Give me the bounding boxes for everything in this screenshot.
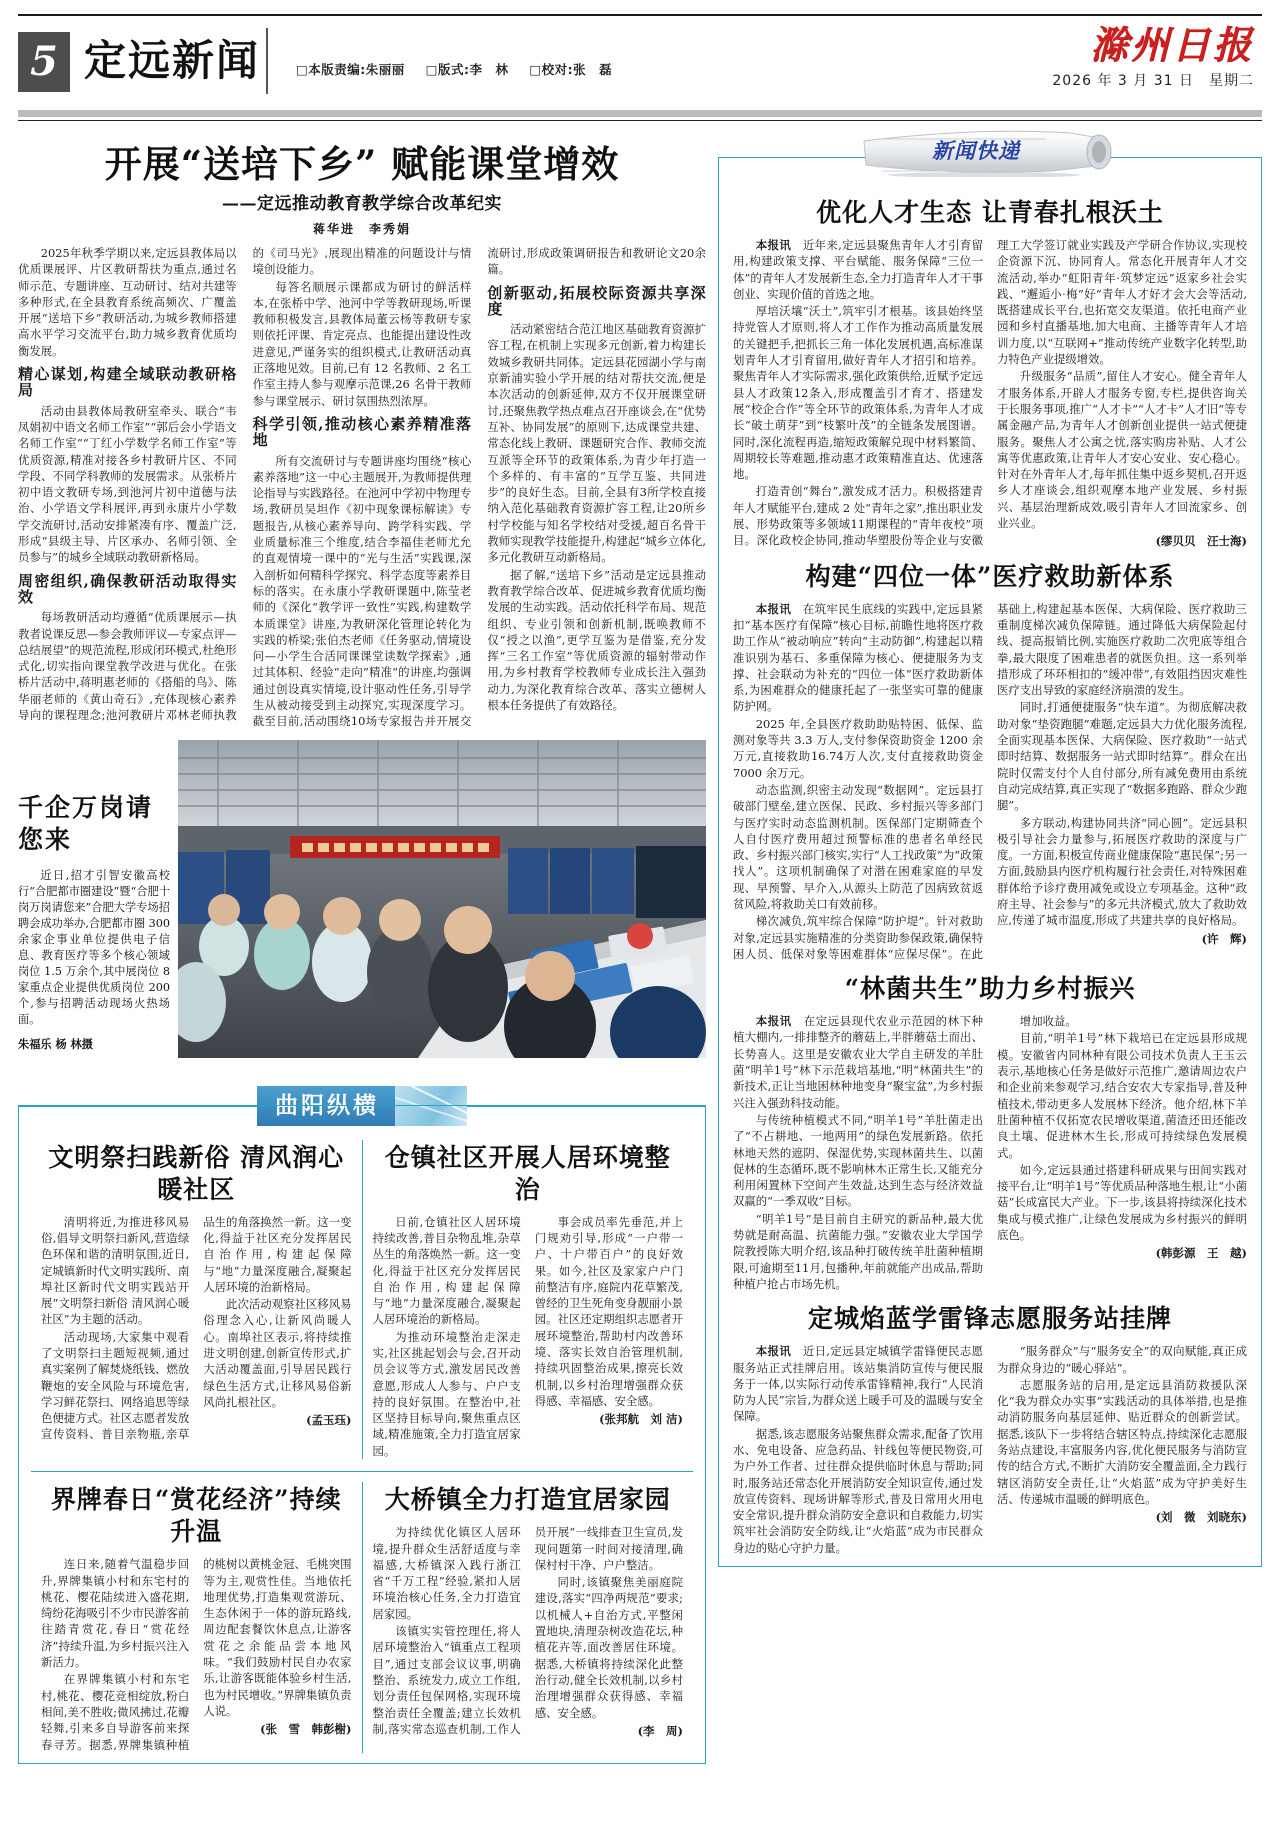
masthead-divider <box>266 28 268 94</box>
lead-para: 每场教研活动均遵循“优质课展示—执教者说课反思—参会教师评议—专家点评—总结展望”的规范流程,形成闭环模式,杜绝形式化,切实指向课堂教学改进与优化。在张桥片活动中,蒋明惠老师的《搭船的鸟》、陈华丽老师的《黄山奇石》,充体现核心素养导向的课程理念;池河教研片邓林老师执教的《司马光》,展现出精准的问题设计与情境创设能力。 <box>18 246 472 723</box>
lead-subheadline: ——定远推动教育教学综合改革纪实 <box>222 194 502 214</box>
lead-para: 每答名顺展示课都成为研讨的鲜活样本,在张桥中学、池河中学等教研现场,听课教师积极发言,县教体局董云杨等教研专家则依托评课、肯定亮点、也能提出建设性改进意见,严谨务实的组织模式,让教研活动真正落地见效。目前,已有 12 名教师、2 名工作室主持人参与观摩示范课,26 名骨干教师参与课堂展示、研讨氛围热烈浓厚。 <box>252 279 472 408</box>
sidebar-para: 增加收益。 <box>1019 1014 1077 1029</box>
left-column-zone <box>18 129 706 1764</box>
sidebar-para: 据悉,该志愿服务站聚焦群众需求,配备了饮用水、免电设备、应急药品、针线包等便民物资,可为户外工作者、过往群众提供临时休息与帮助;同时,服务站还常态化开展消防安全知识宣传,通过发放宣传资料、现场讲解等形式,普及日常用火用电安全常识,提升群众消防安全意识和自救能力,切实筑牢社会消防安全防线,让“火焰蓝”成为市民群众身边的贴心守护力量。 <box>733 1426 983 1555</box>
lead-tag: 本报讯 <box>755 238 792 252</box>
lead-article-body <box>18 245 706 730</box>
quyang-article <box>362 1140 694 1459</box>
photo-credit: 朱福乐 杨 林摄 <box>18 1037 93 1051</box>
sidebar-para: “明羊1号”是目前自主研究的新品种,最大优势就是耐高温、抗菌能力强。”安徽农业大学国学院教授陈大明介绍,该品种打破传统羊肚菌种植期限,可逾期至11月,包播种,年前就能产出成品,帮助种植户抢占市场先机。 <box>733 1211 983 1291</box>
quyang-row-bottom <box>31 1482 693 1753</box>
photo-feature <box>18 740 706 1070</box>
lead-subsection-title: 创新驱动,拓展校际资源共享深度 <box>487 283 706 318</box>
publish-date: 2026 年 3 月 31 日 星期二 <box>1052 73 1254 89</box>
sidebar-article-title: 定城焰蓝学雷锋志愿服务站挂牌 <box>807 1304 1172 1334</box>
lead-headline: 开展“送培下乡” 赋能课堂增效 <box>104 142 620 186</box>
quyang-article <box>362 1482 694 1753</box>
sidebar-para: 目前,“明羊1号”林下栽培已在定远县形成规模。安徽省内同林种有限公司技术负责人王玉云表示,基地核心任务是做好示范推广,邀请周边农户和企业前来参观学习,结合安农大专家指导,普及种植技术,带动更多人发展林下经济。他介绍,林下羊肚菌种植不仅拓宽农民增收渠道,菌渣还田还能改良土壤、促进林木生长,形成可持续绿色发展模式。 <box>997 1031 1247 1160</box>
sidebar-para: “服务群众”与“服务安全”的双向赋能,真正成为群众身边的“暖心驿站”。 <box>997 1344 1247 1375</box>
quyang-article-sig: (李 周) <box>637 1723 683 1738</box>
sidebar-article-body <box>733 1343 1247 1556</box>
photo-feature-title: 千企万岗请您来 <box>18 792 154 854</box>
newspaper-page <box>0 14 1280 1844</box>
sidebar-article-body <box>733 601 1247 963</box>
masthead <box>18 14 1262 108</box>
paper-title: 滁州日报 <box>1089 22 1254 67</box>
news-express-zone <box>718 129 1262 1567</box>
quyang-para: 连日来,随着气温稳步回升,界牌集镇小村和东宅村的桃花、樱花陆续进入盛花期,绮纷花海吸引不少市民游客前往踏青赏花,春日“赏花经济”持续升温,为乡村振兴注入新活力。 <box>41 1557 190 1670</box>
quyang-article-body <box>41 1214 352 1443</box>
credit-proof: □校对:张 磊 <box>529 62 613 77</box>
paper-nameplate <box>1052 22 1254 90</box>
quyang-para: 此次活动观察社区移风易俗理念入心,让新风尚暖人心。南埠社区表示,将持续推进文明创建,创新宣传形式,扩大活动覆盖面,引导居民践行绿色生活方式,让移风易俗新风尚扎根社区。 <box>203 1297 352 1409</box>
lead-tag: 本报讯 <box>755 1344 792 1359</box>
sidebar-article-sig: (缪贝贝 汪士海) <box>1155 534 1247 549</box>
sidebar-para-text: 在定远县现代农业示范园的林下种植大棚内,一排排整齐的蘑菇上,半胖蘑菇土而出、长势喜人。这里是安徽农业大学自主研发的羊肚菌“明羊1号”林下示范栽培基地,“明“林菌共生”的新技术,正让当地困林种地变身“聚宝盆”,为乡村振兴注入强劲科技动能。 <box>733 1014 983 1110</box>
rolled-newspaper-icon <box>856 125 1124 177</box>
quyang-article-title: 文明祭扫践新俗 清风润心暖社区 <box>48 1142 345 1204</box>
page-number: 5 <box>18 32 70 92</box>
credit-layout: □版式:李 林 <box>425 62 509 77</box>
lead-tag: 本报讯 <box>755 1014 792 1029</box>
masthead-gray-band <box>18 110 1262 117</box>
sidebar-article-sig: (刘 微 刘晓东) <box>1155 1510 1247 1525</box>
lead-para: 所有交流研讨与专题讲座均围绕“核心素养落地”这一中心主题展开,为教师提供理论指导与实践路径。在池河中学初中物理专场,教研员吴坦作《初中现象课标解读》专题报告,从核心素养导向、跨学科实践、学业质量标准三个维度,结合李福佳老师尤允的直观情境一课中的“光与生活”实践课,深入剖析如何精科学探究、科学态度等素养目标的落实。在永康小学教研课题中,陈莹老师的《深化“教学评一致性”实践,构建数学本质课堂》讲座,为教研深化管理论转化为实践的桥梁;张伯杰老师《任务驱动,情境设问—小学生合活同课课堂读数学探索》,通过其体积、经验“走向”精准“的讲座,均强调通过创设真实情境,设计驱动性任务,引导学生从被动接受到主动探究,实现深度学习。截至目前,活动围绕10场专家报告并开展交流研讨,形成政策调研报告和教研论文20余篇。 <box>252 246 706 729</box>
quyang-article-body <box>373 1524 684 1739</box>
masthead-credits <box>296 60 628 78</box>
lead-subsection-title: 科学引领,推动核心素养精准落地 <box>252 414 472 450</box>
quyang-article-title: 界牌春日“赏花经济”持续升温 <box>50 1485 342 1547</box>
sidebar-article-title: 优化人才生态 让青春扎根沃土 <box>816 198 1164 227</box>
lead-para: 据了解,“送培下乡”活动是定远县推动教育教学综合改革、促进城乡教育优质均衡发展的生动实践。活动依托科学布局、规范组织、专业引领和创新机制,既唤教师不仅“授之以渔”,更学互鉴为是借鉴,充分发挥“三名工作室”等优质资源的辐射带动作用,为乡村教育学校教师专业成长注入强劲动力,为深化教育综合改革、落实立德树人根本任务提供了有效路径。 <box>487 567 706 713</box>
sidebar-para: 升级服务“品质”,留住人才安心。健全青年人才服务体系,开辟人才服务专窗,专栏,提供咨询关于长服务事项,推广“人才卡”“人才卡”人才旧“等专属金融产品,为青年人才创新创业提供一站式便捷服务。聚焦人才公寓之忧,落实购房补贴、人才公寓等优惠政策,让青年人才安心安业、安心稳心。针对在外青年人才,每年抓住集中返乡契机,召开返乡人才座谈会,组织观摩本地产业发展、乡村振兴、基层治理新成效,吸引青年人才回流家乡、创业兴业。 <box>997 369 1247 531</box>
quyang-para: 为推动环境整治走深走实,社区挑起划会与会,召开动员会议等方式,激发居民改善意愿,形成人人参与、户户支持的良好氛围。在整治中,社区坚持目标导向,聚焦重点区域,精准施策,全力打造宜居家园。 <box>372 1329 521 1458</box>
quyang-para: 事会成员率先垂范,并上门规劝引导,形成“一户带一户、十户带百户”的良好效果。如今,社区及家家户户门前整洁有序,庭院内花草繁茂,曾经的卫生死角变身靓丽小景园。社区还定期组织志愿者开展环境整治,帮助村内改善环境、落实长效自治管理机制,持续巩固整治成果,擦亮长效机制,以乡村治理增强群众获得感、幸福感、安全感。 <box>534 1214 683 1408</box>
quyang-article-sig: (孟玉珏) <box>306 1413 352 1428</box>
lead-para: 活动紧密结合范江地区基础教育资源扩容工程,在机制上实现多元创新,着力构建长效城乡教研共同体。定远县花园湖小学与南京新浦实验小学开展的结对帮扶交流,便是本次活动的创新延伸,双方不仅开展课堂研讨,还聚焦教学热点难点召开座谈会,在“优势互补、协同发展”的原则下,达成课堂共建、常态化线上教研、课题研究合作、教师交流互派等全环节的政策体系,为青少年打造一个多样的、有丰富的“互学互鉴、共同进步”的良好生态。目前,全县有3所学校直接纳入范化基础教育资源扩容工程,让20所乡村学校能与知名学校结对受援,超百名骨干教师实现教学技能提升,构建起“城乡立体化,多元化教研互动新格局。 <box>487 322 706 565</box>
news-express-box <box>718 157 1262 1567</box>
sidebar-para <box>733 1013 983 1111</box>
lead-para: 2025年秋季学期以来,定远县教体局以优质课展评、片区教研帮扶为重点,通过名师示范、专题讲座、互动研讨、结对共建等多种形式,在全县教育系统高频次、广覆盖开展“送培下乡”教研活动,为城乡教师搭建高水平学习交流平台,助力城乡教育优质均衡发展。 <box>18 246 237 358</box>
sidebar-para: 如今,定远县通过搭建科研成果与田间实践对接平台,让“明羊1号”等优质品种落地生根,让“小菌菇”长成富民大产业。下一步,该县将持续深化技术集成与模式推广,让绿色发展成为乡村振兴的鲜明底色。 <box>997 1162 1247 1243</box>
quyang-article-sig: (张 雪 韩彭榭) <box>260 1722 352 1737</box>
sidebar-para <box>733 601 983 715</box>
sidebar-para: 厚培沃壤“沃土”,筑牢引才根基。该县始终坚持党管人才原则,将人才工作作为推动高质量发展的关键把手,把抓长三角一体化发展机遇,高标准谋划青年人才引育留用,做好青年人才招引和培养。聚焦青年人才实际需求,强化政策供给,近赋予定远县人才政策12条入,形成覆盖引才育才、搭建发展“校企合作”等全环节的政策体系,为青年人才成长“破土萌芽”到“枝繁叶茂”的全链条发展图谱。同时,深化流程再造,缩短政策解兑现中材料繁简、周期较长等难题,推动惠才政策精准直达、优速落地。 <box>733 304 983 482</box>
sidebar-article-sig: (韩彭源 王 越) <box>1155 1246 1247 1261</box>
quyang-para: 日前,仓镇社区人居环境持续改善,普目杂物乱堆,杂草丛生的角落焕然一新。这一变化,得益于社区充分发挥居民自治作用,构建起保障与“地”力量深度融合,凝聚起人居环境治的新格局。 <box>372 1214 521 1327</box>
sidebar-para: 同时,打通便捷服务“快车道”。为彻底解决救助对象“垫资跑腿”难题,定远县大力优化服务流程,全面实现基本医保、大病保险、医疗救助“一站式即时结算、数据服务一站式即时结算”。群众在出院时仅需支付个人自付部分,所有减免费用由系统自动完成结算,真正实现了“数据多跑路、群众少跑腿”。 <box>997 700 1247 813</box>
quyang-para: 该镇实实管控理任,将人居环境整治入“镇重点工程项目”,通过支部会议议事,明确整治、系统发力,成立工作组,划分责任包保网格,实现环境整治责任全覆盖;建立长效机制,落实常态巡查机制,工作人员开展“一线排查卫生宣员,发现问题第一时间对接清理,确保村村干净、户户整洁。 <box>372 1525 683 1736</box>
sidebar-article-title: “林菌共生”助力乡村振兴 <box>844 974 1136 1004</box>
quyang-article-sig: (张邦航 刘 洁) <box>599 1412 683 1427</box>
sidebar-article-sig: (许 辉) <box>1201 931 1247 946</box>
quyang-article-body <box>41 1556 352 1753</box>
sidebar-para: 梯次减负,筑牢综合保障“防护堤”。针对救助对象,定远县实施精准的分类资助参保政策,确保特困人员、低保对象等困难群体“应保尽保”。在此基础上,构建起基本医保、大病保险、医疗救助三重制度梯次减负保障链。通过降低大病保险起付线、提高报销比例,实施医疗救助二次兜底等组合拳,最大限度了困难患者的就医负担。这一系列举措形成了环环相扣的“缓冲带”,有效阻挡因灾难性医疗支出导致的家庭经济崩溃的发生。 <box>733 601 1247 961</box>
section-title: 定远新闻 <box>84 36 261 85</box>
quyang-para: 同时,该镇聚焦美丽庭院建设,落实“四净两规范”要求;以机械人+自治方式,平整闲置地块,清理杂树改造花坛,种植花卉等,面改善居住环境。据悉,大桥镇将持续深化此整治行动,健全长效机制,以乡村治理增强群众获得感、幸福感、安全感。 <box>534 1575 683 1720</box>
sidebar-article-body <box>733 237 1247 550</box>
sidebar-para: 与传统种植模式不同,“明羊1号”羊肚菌走出了“不占耕地、一地两用”的绿色发展新路。依托林地天然的遮阴、保湿优势,实现林菌共生、以菌促林的生态循环,既不影响林木正常生长,又能充分利用闲置林下空间产生效益,达到生态与经济效益双赢的“一季双收”目标。 <box>733 1112 983 1209</box>
sidebar-para: 2025 年,全县医疗救助助贴特困、低保、监测对象等共 3.3 万人,支付参保资助资金 1200 余万元,直接救助16.74万人次,支付直接救助资金 7000 余万元。 <box>733 716 983 780</box>
sidebar-para <box>733 237 983 302</box>
lead-tag: 本报讯 <box>755 601 792 616</box>
lead-byline: 蒋华进 李秀娟 <box>312 222 411 236</box>
photo-caption-block <box>18 740 170 1052</box>
sidebar-para-text: 近日,定远县定城镇学雷锋便民志愿服务站正式挂牌启用。该站集消防宣传与便民服务于一体,以实际行动传承雷锋精神,我行“人民消防为人民”宗旨,为群众送上暖手可及的温暖与安全保障。 <box>733 1344 983 1424</box>
quyang-article-title: 大桥镇全力打造宜居家园 <box>384 1485 671 1515</box>
svg-text:新闻快递: 新闻快递 <box>932 138 1020 163</box>
sidebar-para: 多方联动,构建协同共济“同心圆”。定远县积极引导社会力量参与,拓展医疗救助的深度与广度。一方面,积极宣传商业健康保险“惠民保”;另一方面,鼓励县内医疗机构履行社会责任,对特殊困难群体给予诊疗费用减免或设立专项基金。这种“政府主导、社会参与”的多元共济模式,放大了救助效应,传递了城市温度,形成了共建共享的良好格局。 <box>997 815 1247 928</box>
sidebar-para: 动态监测,织密主动发现“数据网”。定远县打破部门壁垒,建立医保、民政、乡村振兴等多部门与医疗实时动态监测机制。医保部门定期筛查个人自付医疗费用超过预警标准的患者名单经民政、乡村振兴部门核实,实行“人工找政策”为“政策找人”。这项机制确保了对潜在困难家庭的早发现、早预警、早介入,从源头上防范了因病致贫返贫风险,将救助关口有效前移。 <box>733 782 983 911</box>
quyang-banner-label: 曲阳纵横 <box>257 1086 395 1126</box>
sidebar-para: 志愿服务站的启用,是定远县消防救援队深化“我为群众办实事”实践活动的具体举措,也是推动消防服务向基层延伸、贴近群众的创新尝试。据悉,该队下一步将结合辖区特点,持续深化志愿服务站点建设,丰富服务内容,优化便民服务与消防宣传的结合方式,不断扩大消防安全覆盖面,全力践行辖区消防安全责任,让“火焰蓝”成为守护美好生活、传递城市温暖的鲜明底色。 <box>997 1377 1247 1506</box>
quyang-article-title: 仓镇社区开展人居环境整治 <box>384 1142 671 1204</box>
lead-para: 活动由县教体局教研室牵头、联合“韦凤娟初中语文名师工作室”“郭后会小学语文名师工作室”“丁红小学数学名师工作室”等优质资源,精准对接各乡村教研片区、不同学段、不同学科教师的发展需求。从张桥片初中语文教研专场,到池河片初中道德与法治、小学语文学科展评,再到永康片小学数学交流研讨,活动安排紧凑有序、覆盖广泛,形成“县级主导、片区承办、名师引领、全员参与”的城乡全域联动教研新格局。 <box>18 403 237 565</box>
quyang-para: 为持续优化镇区人居环境,提升群众生活舒适度与幸福感,大桥镇深入践行浙江省“千万工程”经验,紧扣人居环境治核心任务,全力打造宜居家园。 <box>372 1525 521 1621</box>
masthead-rule <box>18 120 1262 121</box>
sidebar-para: 打造青创“舞台”,激发成才活力。积极搭建青年人才赋能平台,建成 2 处“青年之家”,推出职业发展、形势政策等多领域11期课程的“青年夜校”项目。深化政校企协同,推动华塑股份等企业与安徽理工大学签订就业实践及产学研合作协议,实现校企资源下沉、协同育人。常态化开展青年人才交流活动,举办“虹阳青年·筑梦定远”返家乡社会实践、“邂逅小·梅”好“青年人才好才会大会等活动,既搭建成长平台,也拓宽交友渠道。依托电商产业园和乡村直播基地,加大电商、主播等青年人才培训力度,以“互联网+”推动传统产业数字化转型,助力特色产业提级增效。 <box>733 238 1247 548</box>
quyang-article <box>31 1482 362 1753</box>
job-fair-photo <box>178 740 706 1058</box>
photo-caption-para: 近日,招才引智安徽高校行“合肥都市圈建设”暨“合肥十岗万岗请您来”合肥大学专场招聘会成功举办,合肥都市圈 300 余家企事业单位提供电子信息、教育医疗等多个核心领域岗位 1.5 万余个,其中展岗位 8 家重点企业提供优质岗位 200 个,参与招聘活动现场火热场面。 <box>18 868 170 1026</box>
sidebar-para-text: 近年来,定远县聚焦青年人才引育留用,构建政策支撑、平台赋能、服务保障“三位一体”的青年人才发展新生态,全力打造青年人才干事创业、实现价值的首选之地。 <box>733 238 983 301</box>
quyang-para: 清明将近,为推进移风易俗,倡导文明祭扫新风,营造绿色环保和谐的清明氛围,近日,定城镇新时代文明实践所、南埠社区新时代文明实践站开展“文明祭扫新俗 清风润心暖社区”为主题的活动。 <box>41 1214 190 1327</box>
job-fair-photo-graphic <box>178 740 706 1058</box>
sidebar-article-body <box>733 1013 1247 1292</box>
quyang-row-top <box>31 1140 693 1459</box>
quyang-article-body <box>373 1214 684 1459</box>
sidebar-para <box>733 1343 983 1424</box>
quyang-divider <box>31 1471 693 1472</box>
credit-editor: □本版责编:朱丽丽 <box>296 62 405 77</box>
lead-subsection-title: 周密组织,确保教研活动取得实效 <box>18 571 237 606</box>
quyang-para: 在界牌集镇小村和东宅村,桃花、樱花竞相绽放,粉白相间,美不胜收;微风拂过,花瓣轻舞,引来多自导游客前来探春寻芳。据悉,界牌集镇种植的桃树以黄桃金冠、毛桃突围等为主,观赏性佳。当地依托地理优势,打造集观赏游玩、生态休闲于一体的游玩路线,周边配套餐饮休息点,让游客赏花之余能品尝本地风味。“我们鼓励村民自办农家乐,让游客既能体验乡村生活,也为村民增收。”界牌集镇负责人说。 <box>41 1557 352 1752</box>
quyang-article <box>31 1140 362 1459</box>
sidebar-article-title: 构建“四位一体”医疗救助新体系 <box>805 561 1175 591</box>
news-express-header <box>718 129 1262 185</box>
quyang-para: 活动现场,大家集中观看了文明祭扫主题短视频,通过真实案例了解焚烧纸钱、燃放鞭炮的安全风险与环境危害,学习鲜花祭扫、网络追思等绿色便捷方式。社区志愿者发放宣传资料、普目亲物瓶,亲草品生的角落换然一新。这一变化,得益于社区充分发挥居民自治作用,构建起保障与“地”力量深度融合,凝聚起人居环境的治新格局。 <box>41 1214 352 1442</box>
lead-subsection-title: 精心谋划,构建全域联动教研格局 <box>18 365 237 400</box>
photo-caption-text <box>18 868 170 1028</box>
sidebar-para-text: 在筑牢民生底线的实践中,定远县紧扣“基本医疗有保障”核心目标,前瞻性地将医疗救助工作从“被动响应”转向“主动防御”,构建起以精准识别为基石、多重保障为核心、便捷服务为支撑、社会联动为补充的“四位一体”医疗救助新体系,为困难群众的健康托起了一张坚实可靠的健康防护网。 <box>733 601 983 714</box>
quyang-section <box>18 1105 706 1764</box>
